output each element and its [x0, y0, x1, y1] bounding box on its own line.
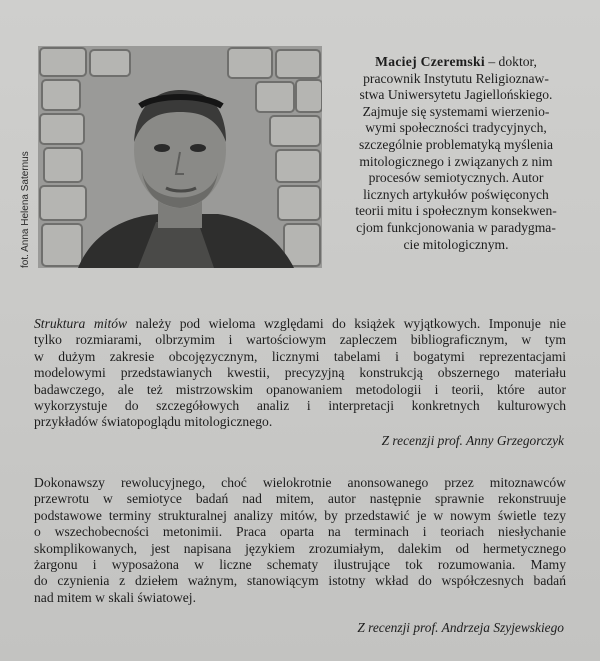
author-bio — [332, 54, 580, 253]
review-line: przykładów światopoglądu mitologicznego. — [34, 414, 273, 430]
bio-line: szczególnie problematyką myślenia — [358, 136, 554, 152]
review-line: Struktura mitów należy pod wieloma względami do książek wyjątkowych. Imponuje nie — [34, 316, 566, 331]
review-line: przewrotu w semiotyce badań nad mitem, autor następnie sprawnie rekonstruuje — [34, 491, 566, 507]
bio-line: licznych artykułów poświęconych — [363, 186, 549, 202]
review-line: żargonu i wyposażona w liczne schematy ilustrujące tok rozumowania. Mamy — [34, 557, 566, 573]
review-signature: Z recenzji prof. Andrzeja Szyjewskiego — [357, 620, 564, 635]
bio-line: Zajmuje się systemami wierzenio- — [362, 103, 550, 119]
review-line: badawczego, ale też mistrzowskim opanowaniem metodologii i teorii, które autor — [34, 381, 566, 397]
review-line: Dokonawszy rewolucyjnego, choć wielokrotnie anonsowanego przez mitoznawców — [34, 475, 566, 490]
review-line: o wszechobecności metonimii. Praca oparta na terminach i teoriach niesłychanie — [34, 524, 566, 540]
review-line: podstawowe terminy strukturalnej analizy mitów, by przedstawić je w nowym świetle tezy — [34, 507, 566, 523]
bio-line: stwa Uniwersytetu Jagiellońskiego. — [359, 87, 553, 103]
bio-line: cie mitologicznym. — [403, 236, 509, 252]
bio-line: pracownik Instytutu Religioznaw- — [363, 70, 549, 86]
review-line: w dużym zakresie obcojęzycznym, licznymi tabelami i bogatymi reprezentacjami — [34, 348, 566, 364]
bio-line: procesów semiotycznych. Autor — [368, 170, 544, 186]
review-line: skomplikowanych, jest napisana językiem zrozumiałym, dalekim od hermetycznego — [34, 540, 566, 556]
book-title: Struktura mitów — [34, 316, 128, 331]
review-line: tylko rozmiarami, olbrzymim i wartościowym zapleczem bibliograficznym, w tym — [34, 332, 566, 348]
bio-line: mitologicznego i związanych z nim — [359, 153, 553, 169]
bio-line: teorii mitu i społecznym konsekwen- — [355, 203, 557, 219]
photo-credit: fot. Anna Helena Saternus — [20, 151, 31, 268]
review-grzegorczyk — [34, 316, 566, 431]
bio-line: wymi społeczności tradycyjnych, — [365, 120, 547, 136]
review-line: modelowymi przedstawianych kwestii, precyzyjną konstrukcją obszernego materiału — [34, 365, 566, 381]
bio-line: Maciej Czeremski – doktor, — [375, 54, 537, 69]
review-szyjewski — [34, 475, 566, 606]
review-signature: Z recenzji prof. Anny Grzegorczyk — [381, 433, 564, 448]
review-line: do czynienia z dziełem ważnym, stanowiącym istotny wkład do współczesnych badań — [34, 573, 566, 589]
bio-line: cjom funkcjonowania w paradygma- — [356, 219, 556, 235]
review-line: nad mitem w skali światowej. — [34, 589, 196, 605]
author-photo — [38, 46, 322, 268]
author-name: Maciej Czeremski — [375, 54, 485, 69]
review-line: wykorzystuje do szczegółowych analiz i interpretacji konkretnych kulturowych — [34, 398, 566, 414]
